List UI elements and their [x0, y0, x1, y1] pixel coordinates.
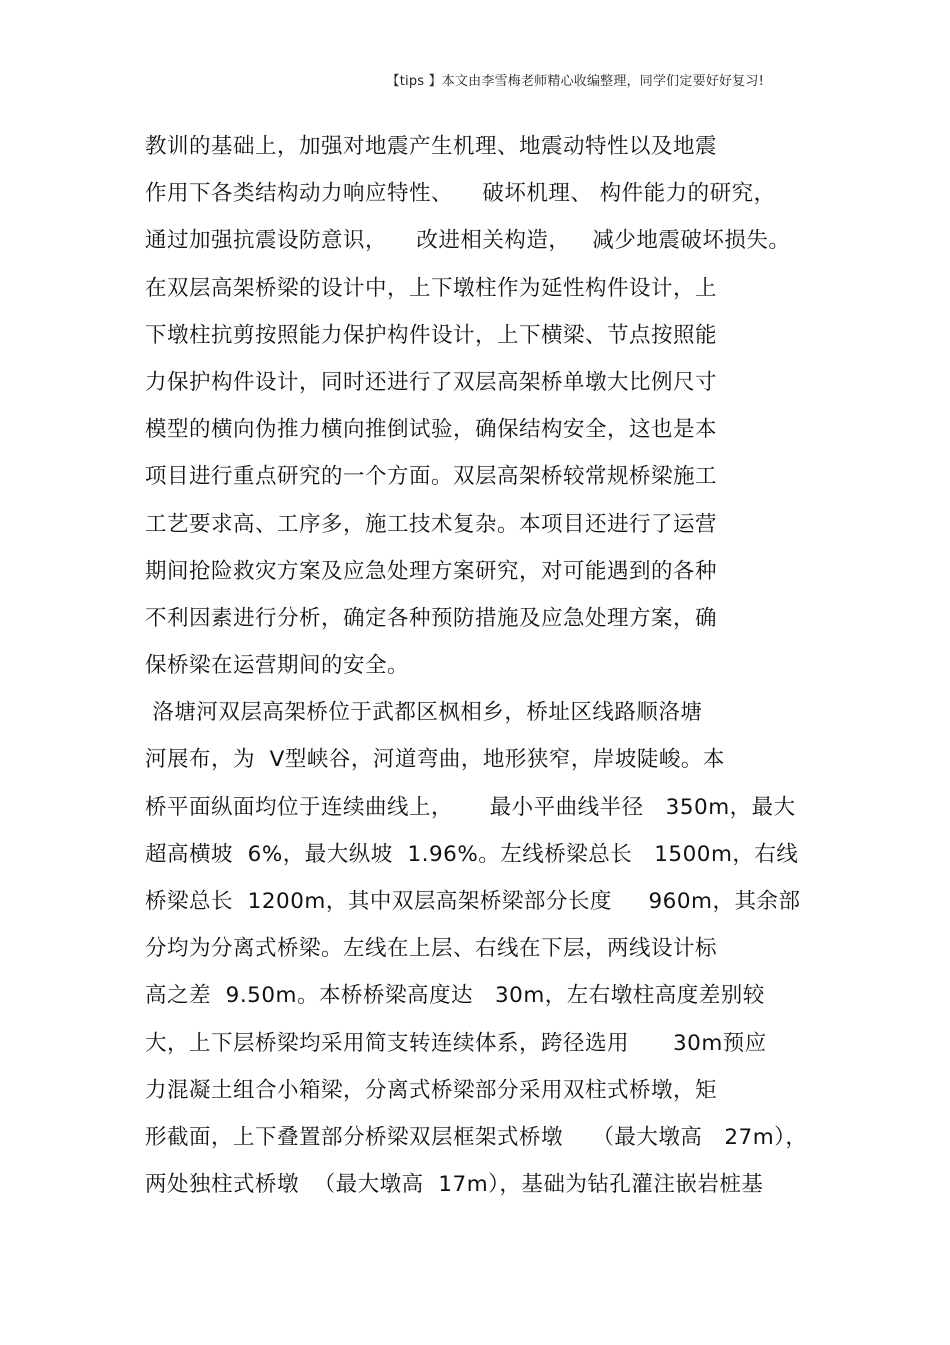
text-line: 在双层高架桥梁的设计中，上下墩柱作为延性构件设计，上 — [145, 275, 718, 301]
body-text — [145, 123, 825, 1208]
text-line: 期间抢险救灾方案及应急处理方案研究，对可能遇到的各种 — [145, 558, 718, 584]
text-line: 力保护构件设计，同时还进行了双层高架桥单墩大比例尺寸 — [145, 369, 718, 395]
text-line: 河展布，为 V型峡谷，河道弯曲，地形狭窄，岸坡陡峻。本 — [145, 747, 725, 773]
text-line: 洛塘河双层高架桥位于武都区枫相乡，桥址区线路顺洛塘 — [145, 700, 703, 726]
text-line: 形截面，上下叠置部分桥梁双层框架式桥墩 （最大墩高 27m）， — [145, 1124, 808, 1150]
text-line: 大，上下层桥梁均采用简支转连续体系，跨径选用 30m预应 — [145, 1030, 767, 1056]
text-line: 保桥梁在运营期间的安全。 — [145, 653, 410, 679]
text-line: 两处独柱式桥墩 （最大墩高 17m），基础为钻孔灌注嵌岩桩基 — [145, 1172, 764, 1198]
text-line: 力混凝土组合小箱梁，分离式桥梁部分采用双柱式桥墩，矩 — [145, 1077, 718, 1103]
text-line: 分均为分离式桥梁。左线在上层、右线在下层，两线设计标 — [145, 936, 718, 962]
text-line: 超高横坡 6%，最大纵坡 1.96%。左线桥梁总长 1500m，右线 — [145, 841, 799, 867]
text-line: 模型的横向伪推力横向推倒试验，确保结构安全，这也是本 — [145, 417, 718, 443]
text-line: 通过加强抗震设防意识， 改进相关构造， 减少地震破坏损失。 — [145, 228, 791, 254]
text-line: 不利因素进行分析，确定各种预防措施及应急处理方案，确 — [145, 605, 718, 631]
text-line: 下墩柱抗剪按照能力保护构件设计，上下横梁、节点按照能 — [145, 322, 718, 348]
text-line: 桥平面纵面均位于连续曲线上， 最小平曲线半径 350m，最大 — [145, 794, 796, 820]
text-line: 工艺要求高、工序多，施工技术复杂。本项目还进行了运营 — [145, 511, 718, 537]
text-line: 作用下各类结构动力响应特性、 破坏机理、 构件能力的研究， — [145, 181, 776, 207]
text-line: 高之差 9.50m。本桥桥梁高度达 30m，左右墩柱高度差别较 — [145, 983, 765, 1009]
header-tip: 【tips 】本文由李雪梅老师精心收编整理，同学们定要好好复习! — [386, 74, 764, 89]
text-line: 项目进行重点研究的一个方面。双层高架桥较常规桥梁施工 — [145, 464, 718, 490]
text-line: 桥梁总长 1200m，其中双层高架桥梁部分长度 960m，其余部 — [145, 889, 801, 914]
text-line: 教训的基础上，加强对地震产生机理、地震动特性以及地震 — [145, 134, 718, 159]
